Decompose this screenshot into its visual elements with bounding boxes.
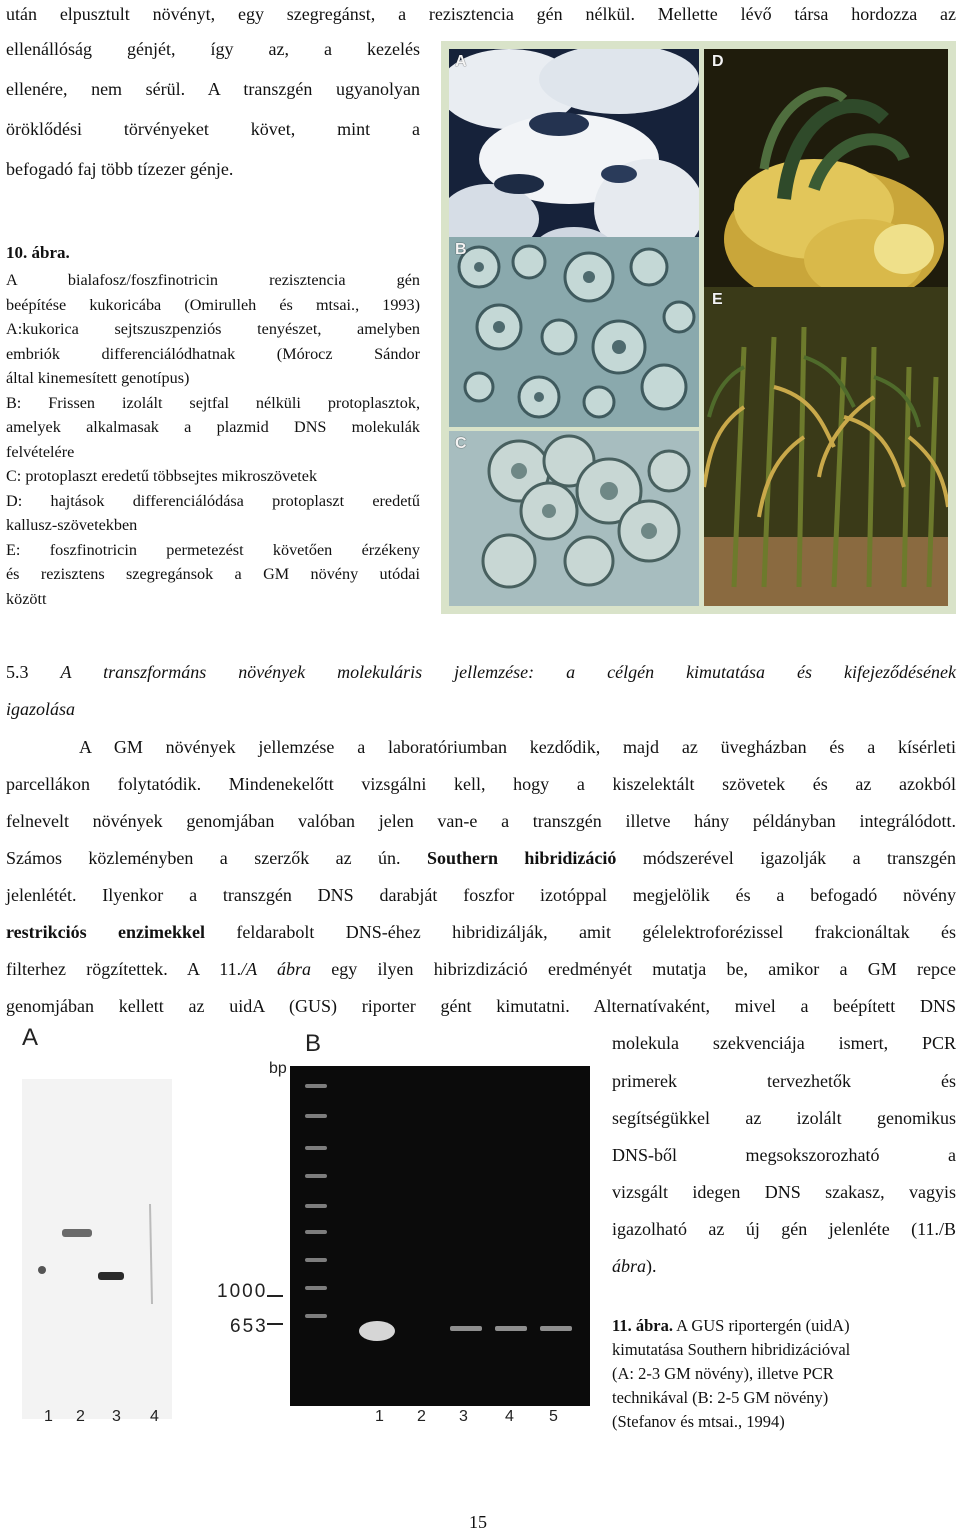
lane-label: 1	[375, 1408, 384, 1425]
lane-label: 2	[76, 1408, 85, 1425]
para-line-6: restrikciós enzimekkel feldarabolt DNS-éhez hibridizálják, amit gélelektroforézissel frakcionáltak és	[6, 922, 957, 942]
band-lane4	[495, 1326, 527, 1331]
fig10-caption-line: A bialafosz/foszfinotricin rezisztencia gén	[6, 271, 420, 289]
photo-panel-e	[704, 287, 948, 606]
spot-lane1	[38, 1266, 46, 1274]
para-line-7: filterhez rögzítettek. A 11./A ábra egy ilyen hibrizdizáció eredményét mutatja be, amikor a GM repce	[6, 959, 956, 979]
panel-label-e: E	[712, 291, 723, 308]
fig11-caption: 11. ábra. A GUS riportergén (uidA) kimutatása Southern hibridizációval (A: 2-3 GM növény), illetve PCR technikával (B: 2-5 GM növény) (Stefanov és mtsai., 1994)	[612, 1314, 956, 1434]
fig11-caption-line: technikával (B: 2-5 GM növény)	[612, 1388, 829, 1407]
para-line-5: jelenlétét. Ilyenkor a transzgén DNS darabját foszfor izotóppal megjelölik és a befogadó növény	[6, 885, 956, 905]
top-line-3: ellenére, nem sérül. A transzgén ugyanolyan	[6, 79, 420, 99]
fig11-caption-line: kimutatása Southern hibridizációval	[612, 1340, 851, 1359]
top-line-5: befogadó faj több tízezer génje.	[6, 159, 234, 179]
right-col-line: segítségükkel az izolált genomikus	[612, 1108, 956, 1128]
page-number: 15	[469, 1512, 487, 1532]
right-col-line: vizsgált idegen DNS szakasz, vagyis	[612, 1182, 956, 1202]
panel-label-c: C	[455, 435, 467, 452]
section-number: 5.3	[6, 662, 29, 682]
fig10-caption-line: beépítése kukoricába (Omirulleh és mtsai., 1993)	[6, 295, 420, 314]
gel-image	[290, 1066, 590, 1406]
top-line-4: öröklődési törvényeket követ, mint a	[6, 119, 420, 139]
marker-1000-label: 1000	[217, 1281, 268, 1302]
fig11-panel-a-label: A	[22, 1024, 39, 1051]
section-title-line2: igazolása	[6, 699, 76, 719]
panel-label-d: D	[712, 53, 724, 70]
marker-653-label: 653	[230, 1316, 268, 1337]
fig10-caption-line: és rezisztens szegregánsok a GM növény utódai	[6, 565, 420, 583]
fig10-caption-line: kallusz-szövetekben	[6, 516, 138, 534]
right-col-line: ábra).	[612, 1256, 657, 1276]
fig10-title: 10. ábra.	[6, 243, 70, 262]
lane-label: 4	[150, 1408, 159, 1425]
photo-panel-c	[449, 431, 699, 606]
fig10-caption-line: embriók differenciálódhatnak (Mórocz Sándor	[6, 344, 420, 363]
fig10-caption-line: B: Frissen izolált sejtfal nélküli protoplasztok,	[6, 393, 420, 412]
photo-panel-b	[449, 237, 699, 427]
right-col-line: primerek tervezhetők és	[612, 1071, 956, 1091]
figure-11a-southern-blot	[10, 1024, 180, 1464]
bp-label: bp	[269, 1060, 287, 1077]
lane-label: 1	[44, 1408, 53, 1425]
para-line-1: A GM növények jellemzése a laboratóriumban kezdődik, majd az üvegházban és a kísérleti	[79, 737, 956, 757]
para-line-2: parcellákon folytatódik. Mindenekelőtt vizsgálni kell, hogy a kiszelektált szövetek és az azokból	[6, 774, 956, 794]
fig10-caption-line: E: foszfinotricin permetezést követően érzékeny	[6, 540, 420, 559]
fig10-caption-line: D: hajtások differenciálódása protoplaszt eredetű	[6, 491, 420, 510]
fig11-caption-line: (Stefanov és mtsai., 1994)	[612, 1412, 785, 1431]
band-lane1	[359, 1321, 395, 1341]
band-lane2	[62, 1229, 92, 1237]
photo-panel-a	[449, 49, 699, 269]
right-col-line: DNS-ből megsokszorozható a	[612, 1145, 956, 1165]
lane-label: 5	[549, 1408, 558, 1425]
lane-label: 3	[459, 1408, 468, 1425]
para-line-8: genomjában kellett az uidA (GUS) riporter gént kimutatni. Alternatívaként, mivel a beépített DNS	[6, 996, 956, 1016]
figure-11b-pcr-gel	[205, 1024, 595, 1464]
panel-label-a: A	[455, 53, 467, 70]
fig10-caption-line: amelyek alkalmasak a plazmid DNS molekulák	[6, 418, 420, 436]
fig10-caption-line: által kinemesített genotípus)	[6, 369, 190, 387]
para-line-3: felnevelt növények genomjában valóban jelen van-e a transzgén illetve hány példányban integrálódott.	[6, 811, 956, 831]
fig11-caption-line: (A: 2-3 GM növény), illetve PCR	[612, 1364, 834, 1383]
fig10-caption-line: felvételére	[6, 442, 75, 461]
photo-panel-d	[704, 49, 948, 319]
fig11-title: 11. ábra.	[612, 1316, 673, 1335]
band-lane3	[450, 1326, 482, 1331]
lane-label: 3	[112, 1408, 121, 1425]
southern-term: Southern hibridizáció	[426, 848, 617, 868]
fig10-caption-line: C: protoplaszt eredetű többsejtes mikroszövetek	[6, 467, 318, 485]
fig10-caption	[6, 268, 420, 611]
lane-label: 4	[505, 1408, 514, 1425]
section-heading	[6, 652, 956, 692]
section-title-line1: A transzformáns növények molekuláris jellemzése: a célgén kimutatása és kifejeződésének	[60, 662, 956, 682]
fig10-caption-line: között	[6, 589, 47, 608]
right-col-line: igazolható az új gén jelenléte (11./B	[612, 1219, 956, 1239]
fig10-caption-line: A:kukorica sejtszuszpenziós tenyészet, amelyben	[6, 320, 420, 338]
restriction-term: restrikciós enzimekkel	[6, 922, 206, 942]
top-line-2: ellenállóság génjét, így az, a kezelés	[6, 39, 420, 59]
top-line-1: után elpusztult növényt, egy szegregánst, a rezisztencia gén nélkül. Mellette lévő társa hordozza az	[6, 4, 956, 24]
lane-label: 2	[417, 1408, 426, 1425]
panel-label-b: B	[455, 241, 467, 258]
figure-10-photo-panel	[441, 41, 956, 614]
fig11-panel-b-label: B	[305, 1030, 322, 1057]
band-lane3	[98, 1272, 124, 1280]
para-line-4: Számos közleményben a szerzők az ún. Southern hibridizáció módszerével igazolják a transzgén	[6, 848, 956, 868]
right-col-line: molekula szekvenciája ismert, PCR	[612, 1033, 956, 1053]
band-lane5	[540, 1326, 572, 1331]
